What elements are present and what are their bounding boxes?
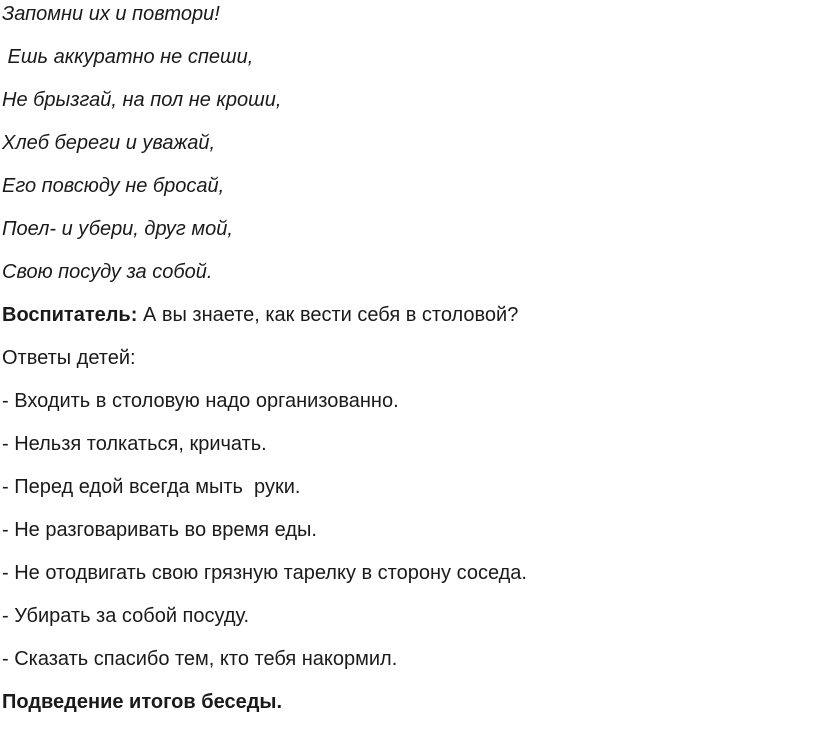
poem-line: Запомни их и повтори! — [2, 3, 220, 25]
answer-item: - Не разговаривать во время еды. — [2, 519, 317, 541]
poem-line: Хлеб береги и уважай, — [2, 132, 216, 154]
answer-item: - Сказать спасибо тем, кто тебя накормил. — [2, 648, 398, 670]
speaker-label: Воспитатель: — [2, 304, 138, 326]
summary-heading: Подведение итогов беседы. — [2, 691, 283, 713]
question-text: А вы знаете, как вести себя в столовой? — [137, 304, 519, 326]
poem-line: Поел- и убери, друг мой, — [2, 218, 233, 240]
teacher-question — [2, 303, 518, 327]
poem-line: Ешь аккуратно не спеши, — [2, 46, 254, 68]
answers-heading: Ответы детей: — [2, 347, 136, 369]
answer-item: - Убирать за собой посуду. — [2, 605, 250, 627]
answer-item: - Перед едой всегда мыть руки. — [2, 476, 301, 498]
answer-item: - Входить в столовую надо организованно. — [2, 390, 399, 412]
poem-line: Не брызгай, на пол не кроши, — [2, 89, 282, 111]
poem-line: Его повсюду не бросай, — [2, 175, 225, 197]
answer-item: - Не отодвигать свою грязную тарелку в сторону соседа. — [2, 562, 527, 584]
poem-line: Свою посуду за собой. — [2, 261, 213, 283]
answer-item: - Нельзя толкаться, кричать. — [2, 433, 267, 455]
